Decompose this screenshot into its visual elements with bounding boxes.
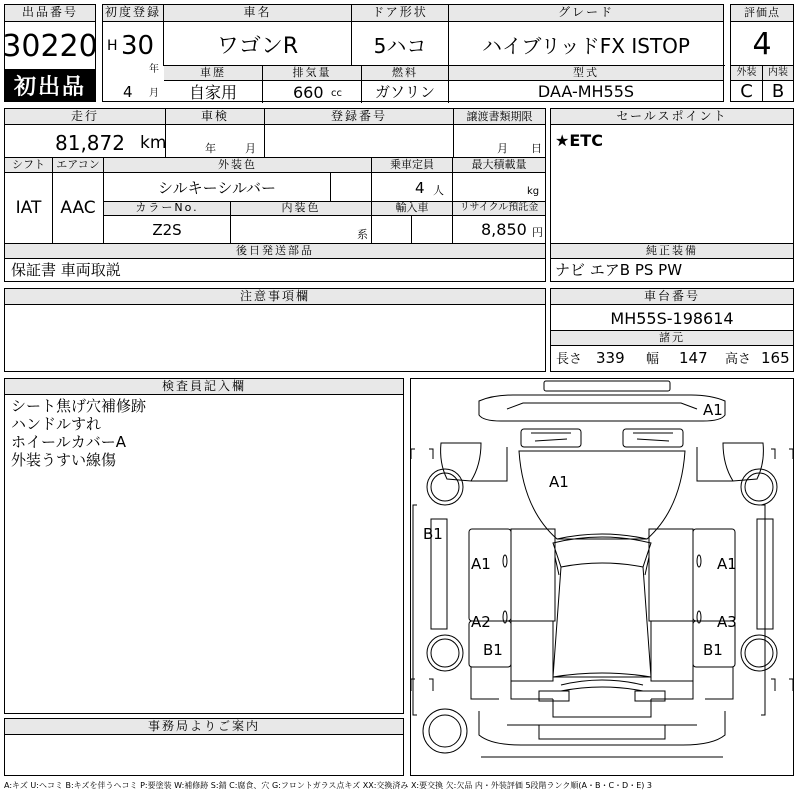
- import-label: 輸入車: [372, 202, 452, 216]
- exterior-color: シルキーシルバー: [158, 178, 276, 197]
- recycle-label: リサイクル預託金: [453, 202, 545, 216]
- door-label: ドア形状: [352, 5, 448, 22]
- name-label: 車名: [164, 5, 351, 22]
- lot-number: 30220: [2, 28, 98, 64]
- damage-diagram: [410, 378, 794, 776]
- lot-label: 出品番号: [5, 5, 95, 22]
- seats-label: 乗車定員: [372, 158, 452, 173]
- mark-front-right: A1: [703, 401, 723, 419]
- era: H: [107, 38, 118, 54]
- ac: AAC: [60, 198, 96, 218]
- exterior-grade: C: [740, 80, 753, 102]
- office-box: [4, 718, 404, 776]
- load-unit: kg: [527, 186, 540, 197]
- first-listing-badge: 初出品: [5, 69, 95, 101]
- displacement-unit: cc: [331, 88, 342, 99]
- displacement: 660: [293, 83, 324, 102]
- equipment: ナビ エアB PS PW: [555, 261, 683, 279]
- plate-label: 登録番号: [265, 109, 453, 125]
- shift: IAT: [15, 198, 42, 218]
- transfer-label: 譲渡書類期限: [454, 109, 545, 125]
- door-type: 5ハコ: [373, 33, 427, 58]
- legend: A:キズ U:ヘコミ B:キズを伴うヘコミ P:要塗装 W:補修跡 S:錆 C:腐食、穴 G:フロントガラス点キズ XX:交換済み X:要交換 欠:欠品 内・外装評価 5段階ランク順(A・B・C・D・E) 3: [4, 781, 653, 790]
- interior-color-label: 内装色: [231, 202, 371, 216]
- inspector-label: 検査員記入欄: [5, 379, 403, 395]
- chassis-label: 車台番号: [551, 289, 793, 305]
- lot-box: [4, 4, 96, 102]
- details-table: [4, 108, 546, 282]
- mark-left-rear-door: A2: [471, 613, 491, 631]
- seats-unit: 人: [433, 184, 444, 197]
- history-label: 車歴: [164, 66, 262, 81]
- sales-point: ★ETC: [555, 131, 603, 150]
- inspector-note: 外装うすい線傷: [11, 451, 117, 469]
- seats: 4: [415, 179, 425, 197]
- height-label: 高さ: [725, 352, 752, 367]
- sales-equip-box: [550, 108, 794, 282]
- score-box: [730, 4, 794, 102]
- score: 4: [752, 26, 772, 62]
- width: 147: [679, 349, 708, 367]
- vehicle-header-table: [102, 4, 724, 102]
- dims-label: 諸元: [551, 331, 793, 346]
- reg-label: 初度登録: [103, 5, 163, 22]
- fuel: ガソリン: [374, 82, 435, 101]
- interior-grade: B: [771, 80, 785, 102]
- inspector-note: ハンドルすれ: [11, 415, 102, 433]
- equip-label: 純正装備: [551, 244, 793, 259]
- chassis-number: MH55S-198614: [610, 308, 734, 328]
- model-code: DAA-MH55S: [537, 81, 635, 101]
- mark-left-rear-fender: B1: [483, 641, 503, 659]
- mark-left-front-door: A1: [471, 555, 491, 573]
- exterior-label: 外装: [731, 66, 762, 81]
- inspector-note: ホイールカバーA: [11, 433, 126, 451]
- length: 339: [596, 349, 625, 367]
- inspector-note: シート焦げ穴補修跡: [11, 397, 147, 415]
- grade-label: グレード: [449, 5, 723, 22]
- later-parts: 保証書 車両取説: [11, 261, 121, 279]
- later-parts-label: 後日発送部品: [5, 244, 545, 259]
- sales-label: セールスポイント: [551, 109, 793, 125]
- grade: ハイブリッドFX ISTOP: [482, 33, 690, 58]
- interior-label: 内装: [763, 66, 793, 81]
- color-number: Z2S: [152, 220, 182, 239]
- inspection-year-unit: 年: [205, 142, 216, 155]
- mileage-label: 走行: [5, 109, 165, 125]
- inspection-label: 車検: [166, 109, 264, 125]
- recycle-unit: 円: [532, 226, 543, 239]
- reg-year: 30: [121, 31, 155, 61]
- mileage: 81,872: [55, 131, 125, 155]
- history: 自家用: [188, 82, 237, 102]
- color-label: 外装色: [104, 158, 371, 173]
- mark-hood: A1: [549, 473, 569, 491]
- model-label: 型式: [449, 66, 723, 81]
- notes-box: [4, 288, 546, 372]
- fuel-label: 燃料: [362, 66, 448, 81]
- color-no-label: カラーNo.: [104, 202, 230, 216]
- inspector-box: [4, 378, 404, 714]
- car-outline: [411, 379, 793, 775]
- shift-label: シフト: [5, 158, 52, 173]
- mileage-unit: km: [140, 133, 167, 153]
- height: 165: [761, 349, 790, 367]
- year-unit: 年: [149, 64, 159, 75]
- recycle-fee: 8,850: [481, 220, 527, 239]
- mark-right-front-door: A1: [717, 555, 737, 573]
- month-unit: 月: [149, 88, 159, 99]
- mark-left-front-fender: B1: [423, 525, 443, 543]
- load-label: 最大積載量: [453, 158, 545, 173]
- reg-month: 4: [123, 83, 133, 101]
- ac-label: エアコン: [53, 158, 103, 173]
- office-label: 事務局よりご案内: [5, 719, 403, 735]
- inspection-month-unit: 月: [245, 142, 256, 155]
- interior-color-unit: 系: [357, 228, 368, 241]
- transfer-day-unit: 日: [531, 142, 542, 155]
- chassis-box: [550, 288, 794, 372]
- mark-right-rear-door: A3: [717, 613, 737, 631]
- score-label: 評価点: [731, 5, 793, 22]
- length-label: 長さ: [556, 352, 583, 367]
- width-label: 幅: [646, 352, 660, 367]
- displacement-label: 排気量: [263, 66, 361, 81]
- mark-right-rear-fender: B1: [703, 641, 723, 659]
- transfer-month-unit: 月: [497, 142, 508, 155]
- notes-label: 注意事項欄: [5, 289, 545, 305]
- car-name: ワゴンR: [216, 33, 299, 59]
